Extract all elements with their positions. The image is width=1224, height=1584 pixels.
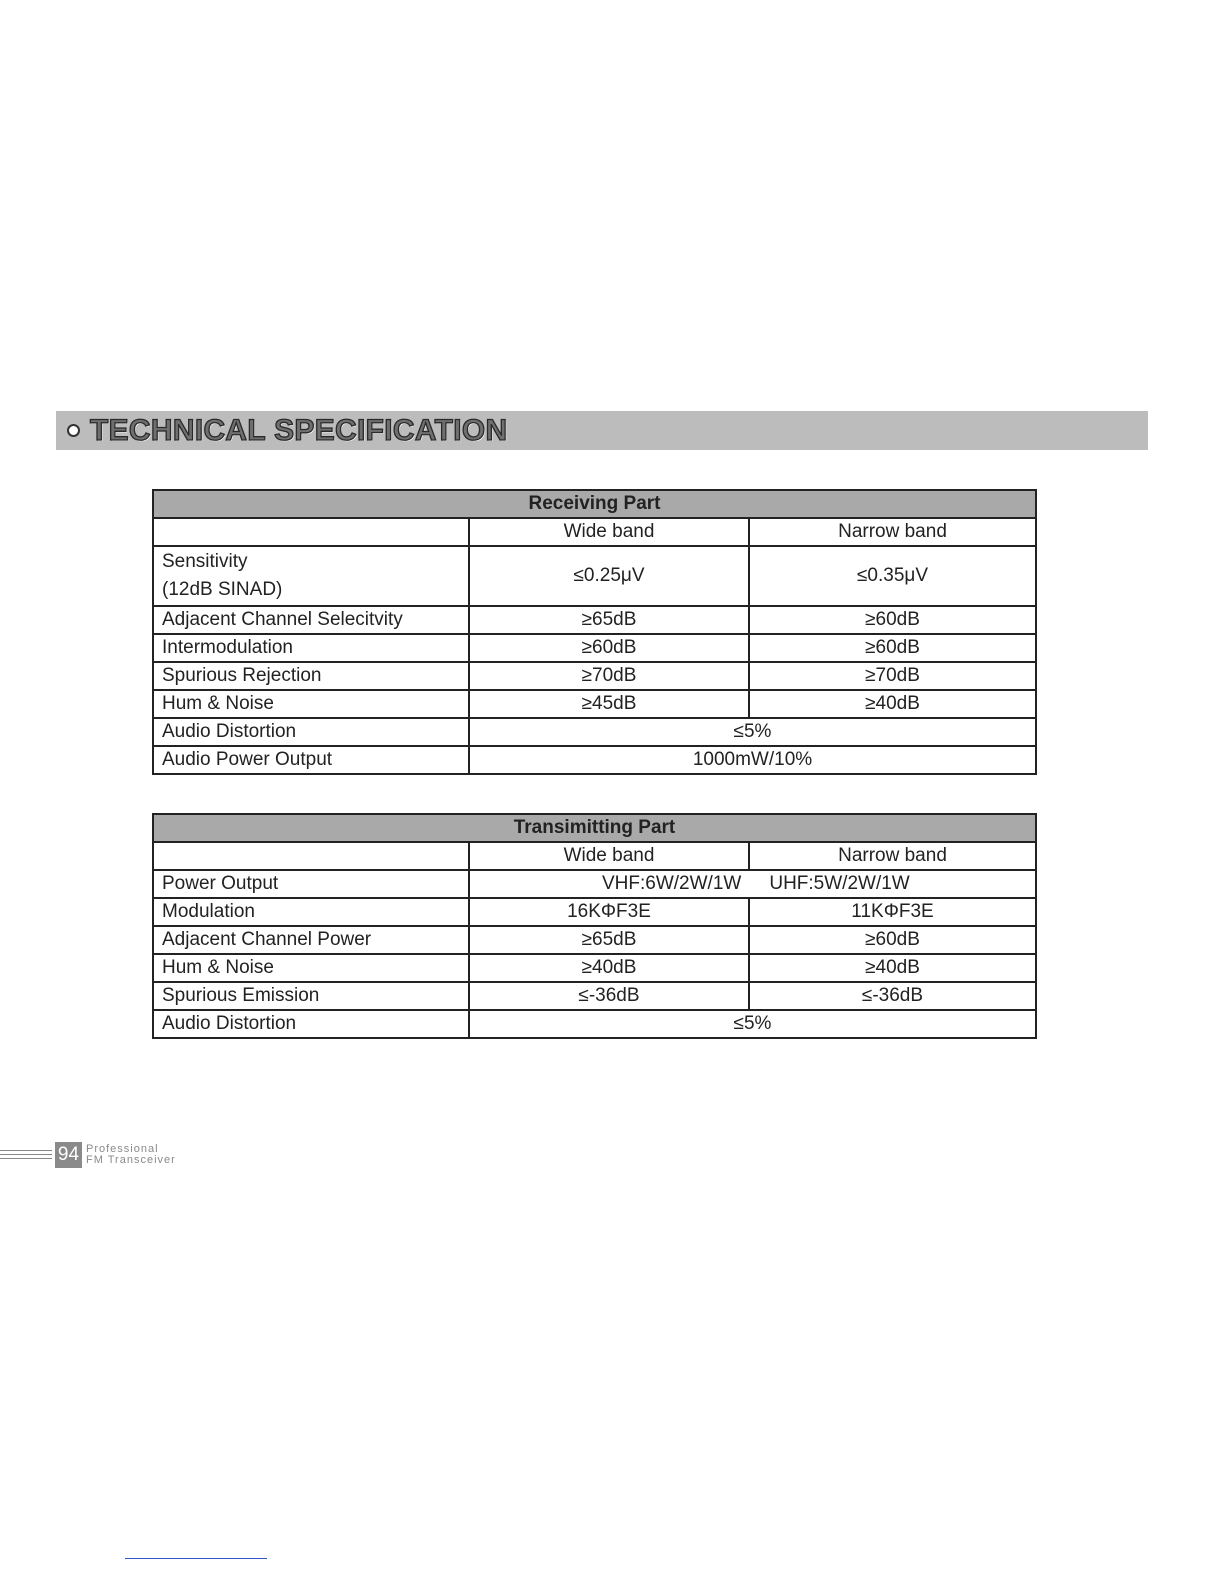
wide-value: ≥60dB bbox=[469, 634, 749, 662]
row-label: Power Output bbox=[153, 870, 469, 898]
narrow-value: ≥60dB bbox=[749, 606, 1036, 634]
power-output-value bbox=[469, 870, 1036, 898]
table-title-row bbox=[153, 490, 1036, 518]
table-row bbox=[153, 870, 1036, 898]
page-number: 94 bbox=[55, 1142, 82, 1168]
wide-value: ≥65dB bbox=[469, 926, 749, 954]
column-header-narrow: Narrow band bbox=[749, 518, 1036, 546]
table-row bbox=[153, 746, 1036, 774]
table-row bbox=[153, 1010, 1036, 1038]
row-label: Audio Distortion bbox=[153, 718, 469, 746]
wide-value: 16KΦF3E bbox=[469, 898, 749, 926]
column-header-row bbox=[153, 518, 1036, 546]
narrow-value: ≥60dB bbox=[749, 926, 1036, 954]
merged-value: 1000mW/10% bbox=[469, 746, 1036, 774]
empty-header-cell bbox=[153, 842, 469, 870]
transmitting-part-table bbox=[152, 813, 1037, 1039]
table-row bbox=[153, 982, 1036, 1010]
section-title: TECHNICAL SPECIFICATION bbox=[90, 414, 508, 447]
table-row bbox=[153, 690, 1036, 718]
section-header bbox=[56, 411, 1148, 450]
wide-value: ≤0.25μV bbox=[469, 546, 749, 606]
row-label-line: Sensitivity bbox=[162, 551, 248, 572]
row-label: Hum & Noise bbox=[153, 690, 469, 718]
wide-value: ≥65dB bbox=[469, 606, 749, 634]
row-label: Spurious Emission bbox=[153, 982, 469, 1010]
table-row bbox=[153, 634, 1036, 662]
footer-rule bbox=[0, 1150, 52, 1151]
circle-bullet-icon bbox=[67, 424, 80, 437]
table-title-row bbox=[153, 814, 1036, 842]
table-row bbox=[153, 898, 1036, 926]
row-label: Adjacent Channel Power bbox=[153, 926, 469, 954]
wide-value: ≤-36dB bbox=[469, 982, 749, 1010]
vhf-power-value: VHF:6W/2W/1W bbox=[602, 873, 742, 894]
empty-header-cell bbox=[153, 518, 469, 546]
merged-value: ≤5% bbox=[469, 1010, 1036, 1038]
column-header-narrow: Narrow band bbox=[749, 842, 1036, 870]
bottom-link-underline bbox=[125, 1558, 267, 1559]
uhf-power-value: UHF:5W/2W/1W bbox=[769, 873, 910, 894]
table-row bbox=[153, 662, 1036, 690]
column-header-row bbox=[153, 842, 1036, 870]
row-label bbox=[153, 546, 469, 606]
table-row bbox=[153, 718, 1036, 746]
narrow-value: 11KΦF3E bbox=[749, 898, 1036, 926]
row-label: Intermodulation bbox=[153, 634, 469, 662]
footer-caption bbox=[86, 1144, 176, 1166]
table-title: Receiving Part bbox=[153, 490, 1036, 518]
receiving-part-table bbox=[152, 489, 1037, 775]
row-label: Audio Power Output bbox=[153, 746, 469, 774]
table-title: Transimitting Part bbox=[153, 814, 1036, 842]
table-row bbox=[153, 606, 1036, 634]
column-header-wide: Wide band bbox=[469, 518, 749, 546]
narrow-value: ≥60dB bbox=[749, 634, 1036, 662]
footer-caption-line: FM Transceiver bbox=[86, 1154, 176, 1166]
column-header-wide: Wide band bbox=[469, 842, 749, 870]
row-label: Spurious Rejection bbox=[153, 662, 469, 690]
table-row bbox=[153, 546, 1036, 606]
page-footer bbox=[0, 1142, 260, 1168]
footer-rule bbox=[0, 1154, 52, 1155]
footer-rule bbox=[0, 1158, 52, 1159]
merged-value: ≤5% bbox=[469, 718, 1036, 746]
narrow-value: ≥40dB bbox=[749, 954, 1036, 982]
wide-value: ≥70dB bbox=[469, 662, 749, 690]
footer-caption-line: Professional bbox=[86, 1143, 159, 1155]
table-row bbox=[153, 954, 1036, 982]
wide-value: ≥40dB bbox=[469, 954, 749, 982]
narrow-value: ≥70dB bbox=[749, 662, 1036, 690]
row-label: Hum & Noise bbox=[153, 954, 469, 982]
row-label-line: (12dB SINAD) bbox=[162, 579, 283, 600]
row-label: Audio Distortion bbox=[153, 1010, 469, 1038]
narrow-value: ≤-36dB bbox=[749, 982, 1036, 1010]
narrow-value: ≤0.35μV bbox=[749, 546, 1036, 606]
wide-value: ≥45dB bbox=[469, 690, 749, 718]
narrow-value: ≥40dB bbox=[749, 690, 1036, 718]
row-label: Adjacent Channel Selecitvity bbox=[153, 606, 469, 634]
row-label: Modulation bbox=[153, 898, 469, 926]
table-row bbox=[153, 926, 1036, 954]
